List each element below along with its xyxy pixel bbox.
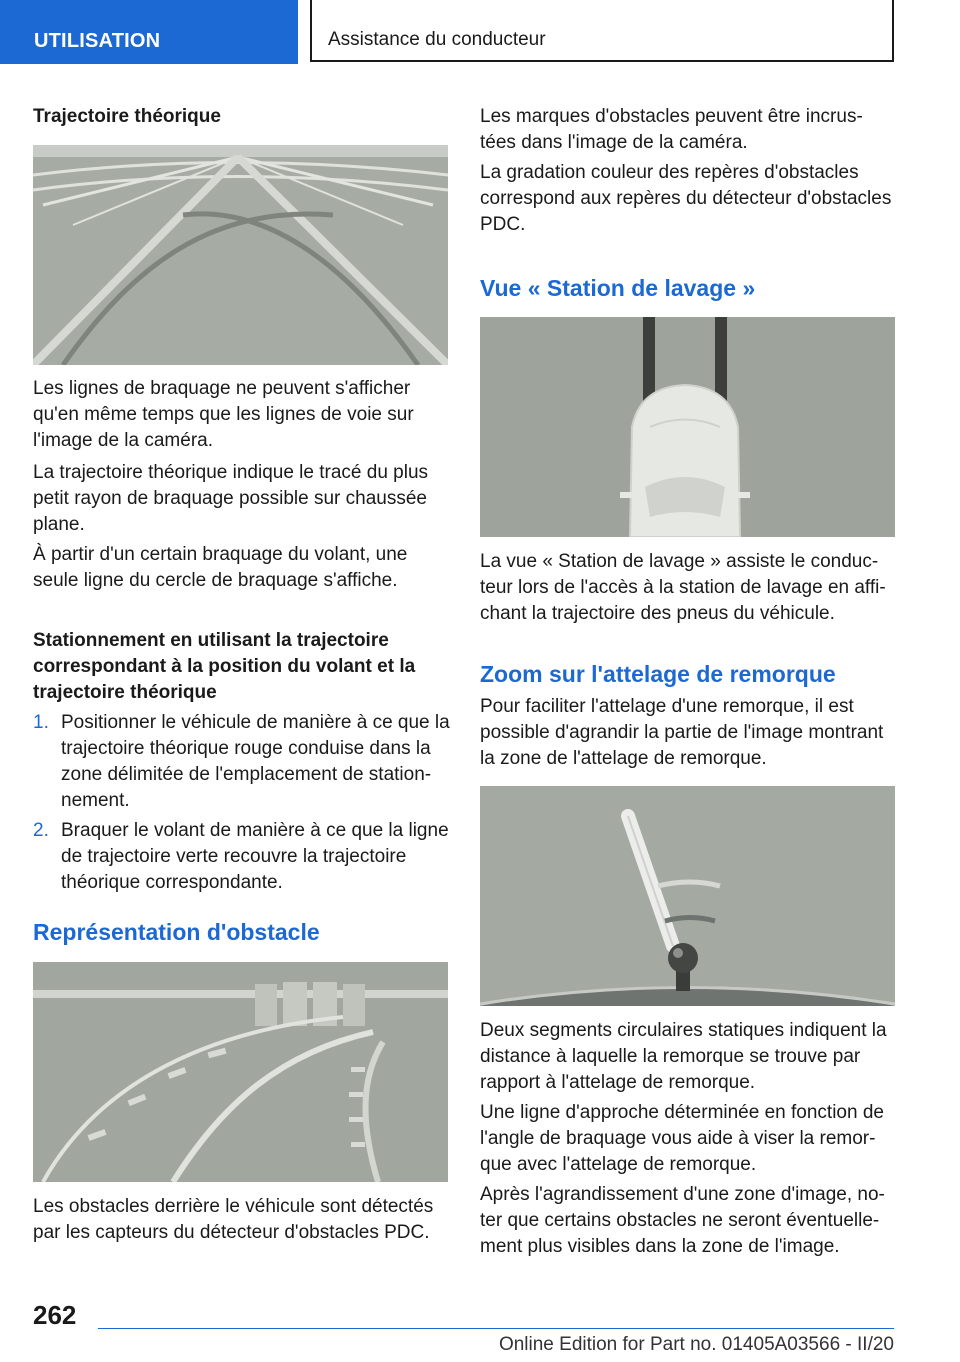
figure-trajectory-lines xyxy=(33,145,448,365)
paragraph: Une ligne d'approche déterminée en fonction de l'angle de braquage vous aide à viser la remor-que avec l'attelage de remorque. xyxy=(480,1102,884,1175)
edition-note: Online Edition for Part no. 01405A03566 - II/20 xyxy=(498,1334,894,1355)
paragraph: Les obstacles derrière le véhicule sont détectés par les capteurs du détecteur d'obstacles PDC. xyxy=(33,1196,434,1243)
paragraph: Après l'agrandissement d'une zone d'image, no-ter que certains obstacles ne seront éventuelle-ment plus visibles dans la zone de l'image. xyxy=(480,1184,885,1257)
chapter-title: Assistance du conducteur xyxy=(328,29,546,50)
heading-station-lavage: Vue « Station de lavage » xyxy=(480,275,756,301)
step-text: Braquer le volant de manière à ce que la ligne de trajectoire verte recouvre la trajectoire théorique correspondante. xyxy=(61,820,449,893)
paragraph: Les lignes de braquage ne peuvent s'afficher qu'en même temps que les lignes de voie sur l'image de la caméra. xyxy=(33,378,414,451)
heading-stationnement: Stationnement en utilisant la trajectoire correspondant à la position du volant et la trajectoire théorique xyxy=(33,630,416,703)
heading-zoom-attelage: Zoom sur l'attelage de remorque xyxy=(480,661,836,687)
paragraph: À partir d'un certain braquage du volant, une seule ligne du cercle de braquage s'affiche. xyxy=(33,544,408,591)
section-tab xyxy=(0,0,298,64)
paragraph: La trajectoire théorique indique le tracé du plus petit rayon de braquage possible sur chaussée plane. xyxy=(33,462,429,535)
page-number: 262 xyxy=(33,1300,77,1330)
section-title: UTILISATION xyxy=(34,30,161,52)
paragraph: Les marques d'obstacles peuvent être incrus-tées dans l'image de la caméra. xyxy=(480,106,863,153)
paragraph: La gradation couleur des repères d'obstacles correspond aux repères du détecteur d'obstacles PDC. xyxy=(480,162,892,235)
step-number: 1. xyxy=(33,712,49,733)
paragraph: La vue « Station de lavage » assiste le conduc-teur lors de l'accès à la station de lavage en affi-chant la trajectoire des pneus du véhicule. xyxy=(480,551,886,624)
figure-obstacle-markers xyxy=(33,962,448,1182)
step-text: Positionner le véhicule de manière à ce que la trajectoire théorique rouge conduise dans la zone délimitée de l'emplacement de station-nement. xyxy=(61,712,450,811)
step-number: 2. xyxy=(33,820,49,841)
chapter-box xyxy=(310,0,894,62)
figure-hitch-zoom xyxy=(480,786,895,1006)
heading-trajectoire: Trajectoire théorique xyxy=(33,106,221,127)
paragraph: Pour faciliter l'attelage d'une remorque, il est possible d'agrandir la partie de l'image montrant la zone de l'attelage de remorque. xyxy=(480,696,884,769)
heading-obstacle: Représentation d'obstacle xyxy=(33,919,320,945)
paragraph: Deux segments circulaires statiques indiquent la distance à laquelle la remorque se trouve par rapport à l'attelage de remorque. xyxy=(480,1020,887,1093)
footer-rule xyxy=(98,1328,894,1329)
figure-car-wash-view xyxy=(480,317,895,537)
